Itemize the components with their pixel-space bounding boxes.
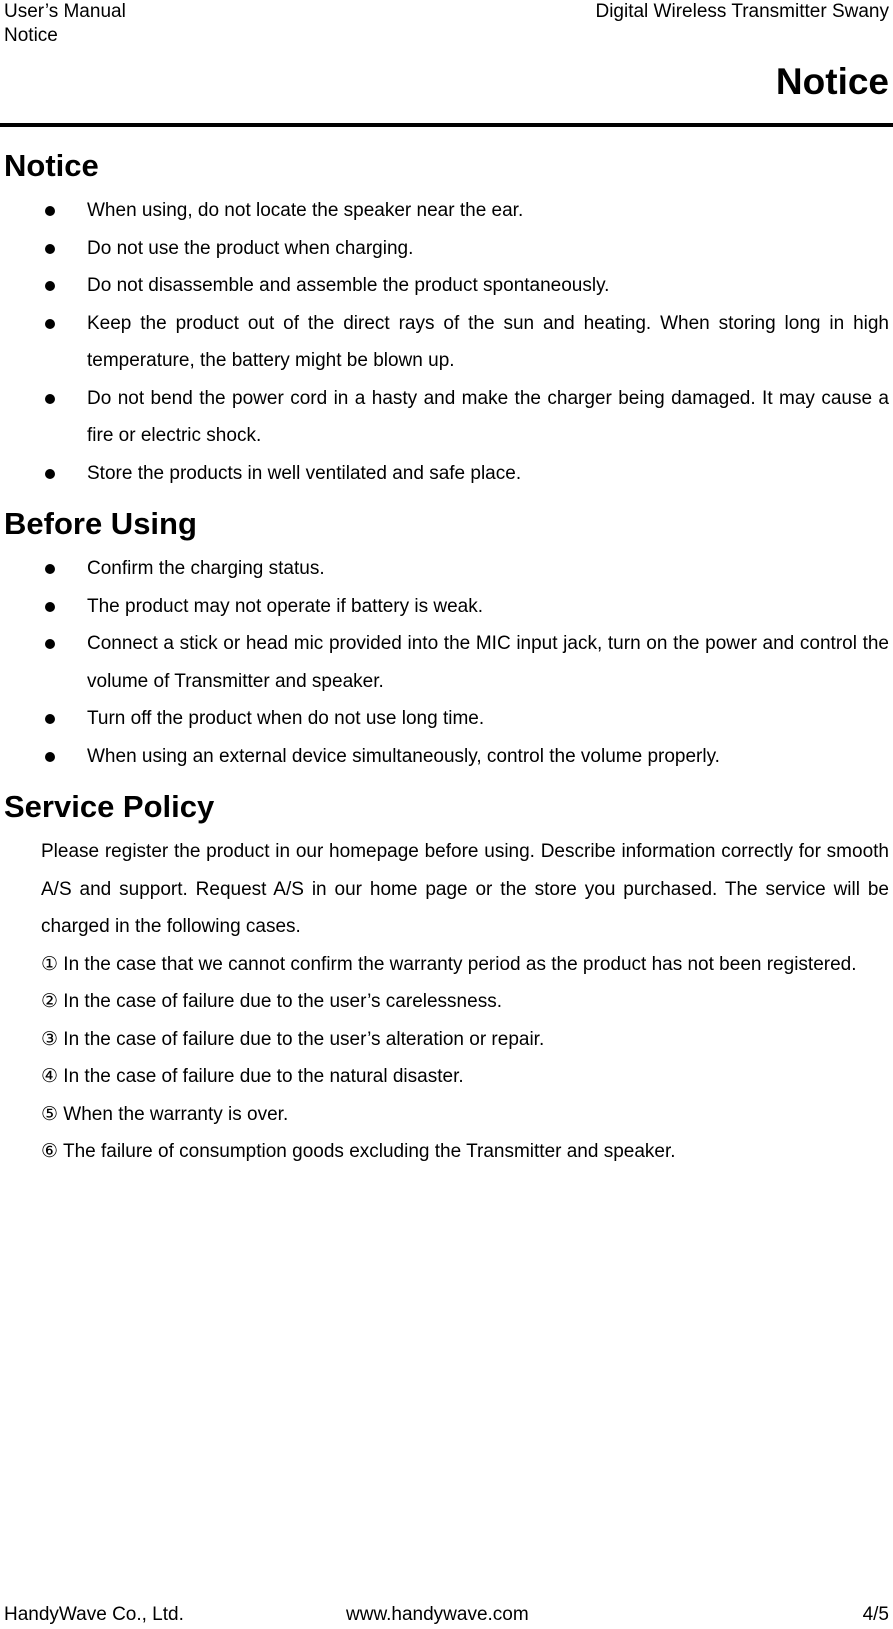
document-body [0,140,889,1171]
bullet-icon [45,394,55,404]
running-header-left [4,0,126,48]
title-divider [0,123,893,127]
charge-case: ⑤ When the warranty is over. [41,1103,289,1125]
list-item: Turn off the product when do not use long time. [0,700,889,738]
list-item: Confirm the charging status. [0,550,889,588]
charge-case: ② In the case of failure due to the user’s carelessness. [41,991,502,1012]
notice-section [0,140,889,492]
list-item: Keep the product out of the direct rays of the sun and heating. When storing long in high temperature, the battery might be blown up. [0,305,889,380]
before-using-list [0,550,889,775]
bullet-icon [45,319,55,329]
list-item: Do not use the product when charging. [0,230,889,268]
product-name: Digital Wireless Transmitter Swany [595,1,889,22]
list-item: Do not bend the power cord in a hasty and make the charger being damaged. It may cause a fire or electric shock. [0,380,889,455]
list-item: When using, do not locate the speaker near the ear. [0,192,889,230]
bullet-icon [45,564,55,574]
page-title: Notice [775,61,889,102]
list-item: When using an external device simultaneously, control the volume properly. [0,738,889,776]
bullet-icon [45,281,55,291]
before-using-heading: Before Using [4,506,197,541]
service-policy-section [0,781,889,1171]
service-policy-body [0,833,889,1171]
list-item: Connect a stick or head mic provided into the MIC input jack, turn on the power and control the volume of Transmitter and speaker. [0,625,889,700]
page-number: 4/5 [862,1604,889,1625]
notice-heading: Notice [4,148,99,183]
bullet-icon [45,206,55,216]
bullet-icon [45,639,55,649]
charge-case: ① In the case that we cannot confirm the warranty period as the product has not been registered. [41,953,857,975]
list-item: The product may not operate if battery is weak. [0,588,889,626]
bullet-icon [45,469,55,479]
section-label: Notice [4,25,58,46]
notice-list [0,192,889,492]
list-item: Store the products in well ventilated and safe place. [0,455,889,493]
charge-case: ④ In the case of failure due to the natural disaster. [41,1066,464,1087]
bullet-icon [45,714,55,724]
bullet-icon [45,244,55,254]
bullet-icon [45,752,55,762]
charge-case: ③ In the case of failure due to the user’s alteration or repair. [41,1028,545,1050]
footer-company: HandyWave Co., Ltd. [4,1604,184,1625]
charge-case: ⑥ The failure of consumption goods excluding the Transmitter and speaker. [41,1141,676,1162]
service-policy-heading: Service Policy [4,789,215,824]
footer-website: www.handywave.com [346,1604,529,1625]
manual-label: User’s Manual [4,1,126,22]
list-item: Do not disassemble and assemble the product spontaneously. [0,267,889,305]
bullet-icon [45,602,55,612]
service-policy-intro: Please register the product in our homepage before using. Describe information correctly for smooth A/S and support. Request A/S in our home page or the store you purchased. The service will be charged in the following cases. [41,841,889,937]
before-using-section [0,498,889,775]
